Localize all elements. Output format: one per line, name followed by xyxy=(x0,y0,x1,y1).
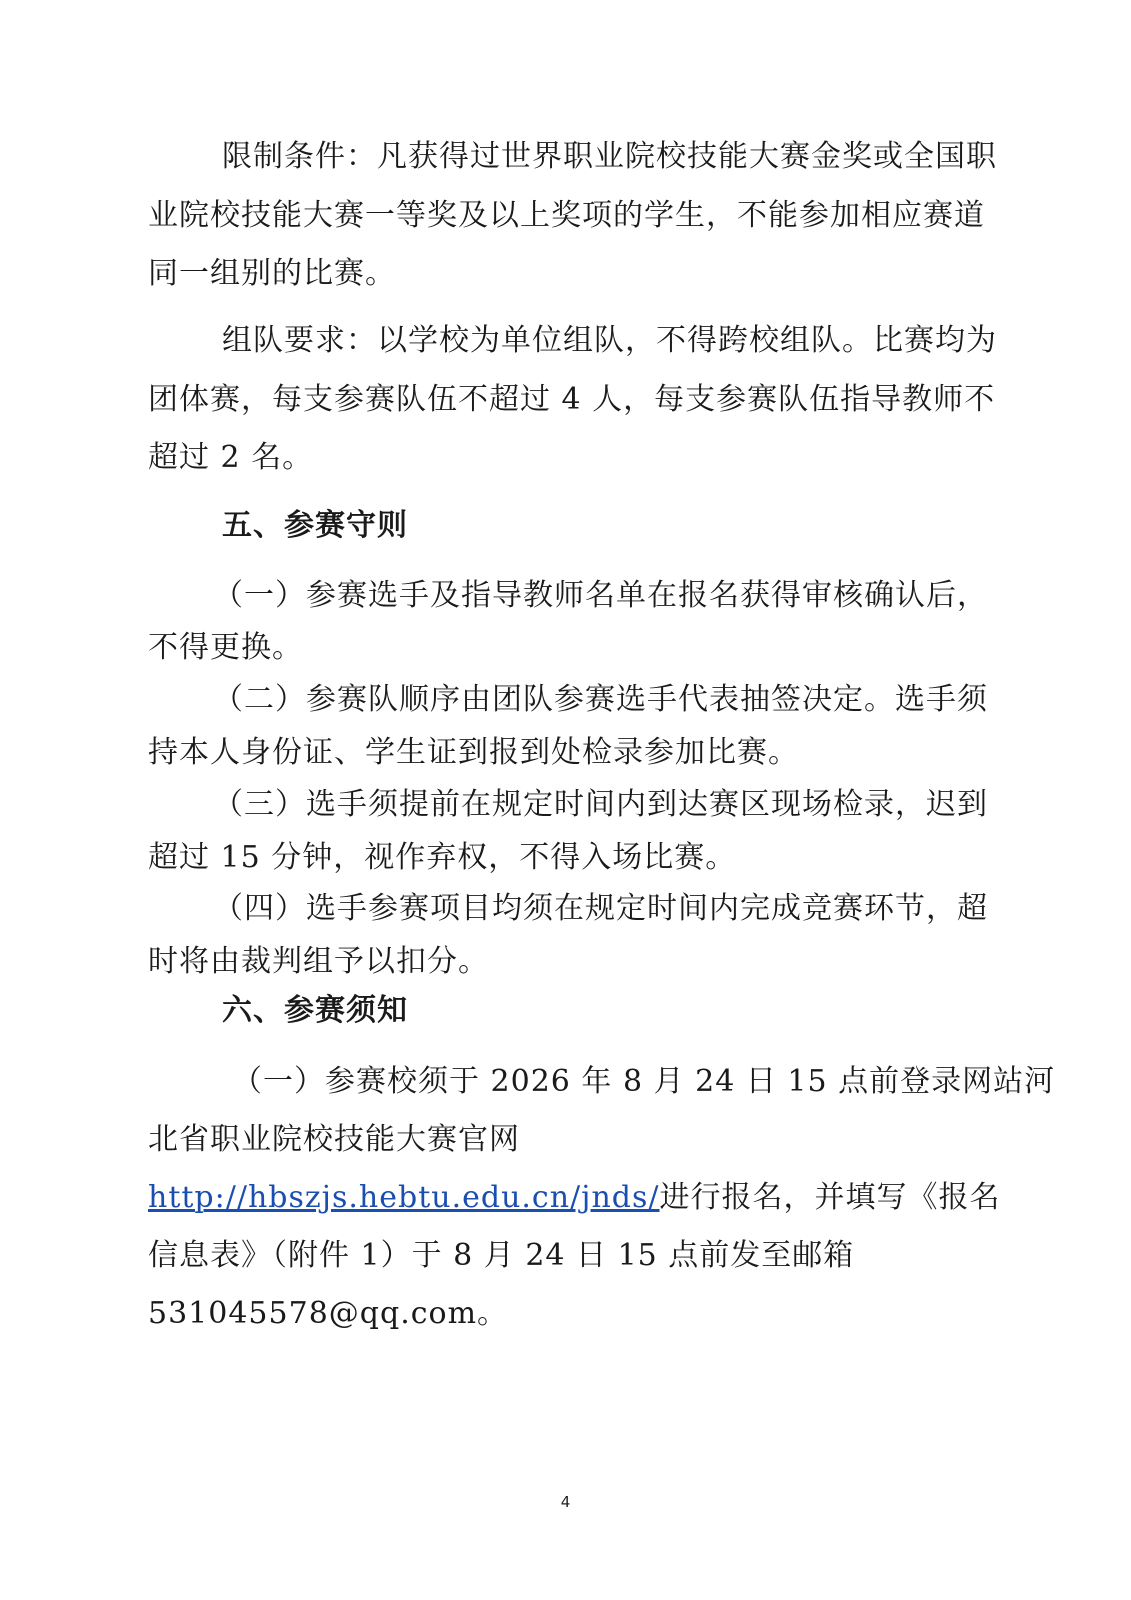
section-6-item-1-line-4: 信息表》（附件 1）于 8 月 24 日 15 点前发至邮箱 xyxy=(148,1238,855,1273)
section-6-item-1-line-5: 531045578@qq.com。 xyxy=(148,1296,509,1331)
section-5-item-1-line-2: 不得更换。 xyxy=(148,630,303,665)
restriction-line-3: 同一组别的比赛。 xyxy=(148,256,396,291)
section-6-item-1-line-1: （一）参赛校须于 2026 年 8 月 24 日 15 点前登录网站河 xyxy=(232,1064,1056,1099)
team-line-2: 团体赛，每支参赛队伍不超过 4 人，每支参赛队伍指导教师不 xyxy=(148,382,996,417)
registration-website-link[interactable]: http://hbszjs.hebtu.edu.cn/jnds/ xyxy=(148,1180,660,1215)
page-number: 4 xyxy=(560,1493,571,1511)
section-5-item-1-line-1: （一）参赛选手及指导教师名单在报名获得审核确认后， xyxy=(213,578,988,613)
section-5-item-2-line-1: （二）参赛队顺序由团队参赛选手代表抽签决定。选手须 xyxy=(213,682,988,717)
section-6-heading: 六、参赛须知 xyxy=(222,993,408,1028)
section-5-item-4-line-1: （四）选手参赛项目均须在规定时间内完成竞赛环节，超 xyxy=(213,891,988,926)
section-6-item-1-line-3-rest: 进行报名，并填写《报名 xyxy=(659,1180,1001,1215)
section-5-item-4-line-2: 时将由裁判组予以扣分。 xyxy=(148,944,489,979)
restriction-line-2: 业院校技能大赛一等奖及以上奖项的学生，不能参加相应赛道 xyxy=(148,198,985,233)
team-line-1: 组队要求：以学校为单位组队，不得跨校组队。比赛均为 xyxy=(222,323,997,358)
section-6-item-1-line-2: 北省职业院校技能大赛官网 xyxy=(148,1122,520,1157)
team-line-3: 超过 2 名。 xyxy=(148,440,314,475)
section-6-item-1-line-3 xyxy=(148,1178,1001,1218)
section-5-item-2-line-2: 持本人身份证、学生证到报到处检录参加比赛。 xyxy=(148,735,799,770)
section-5-item-3-line-1: （三）选手须提前在规定时间内到达赛区现场检录，迟到 xyxy=(213,787,988,822)
restriction-line-1: 限制条件：凡获得过世界职业院校技能大赛金奖或全国职 xyxy=(222,139,997,174)
section-5-item-3-line-2: 超过 15 分钟，视作弃权，不得入场比赛。 xyxy=(148,840,737,875)
section-5-heading: 五、参赛守则 xyxy=(222,508,408,543)
